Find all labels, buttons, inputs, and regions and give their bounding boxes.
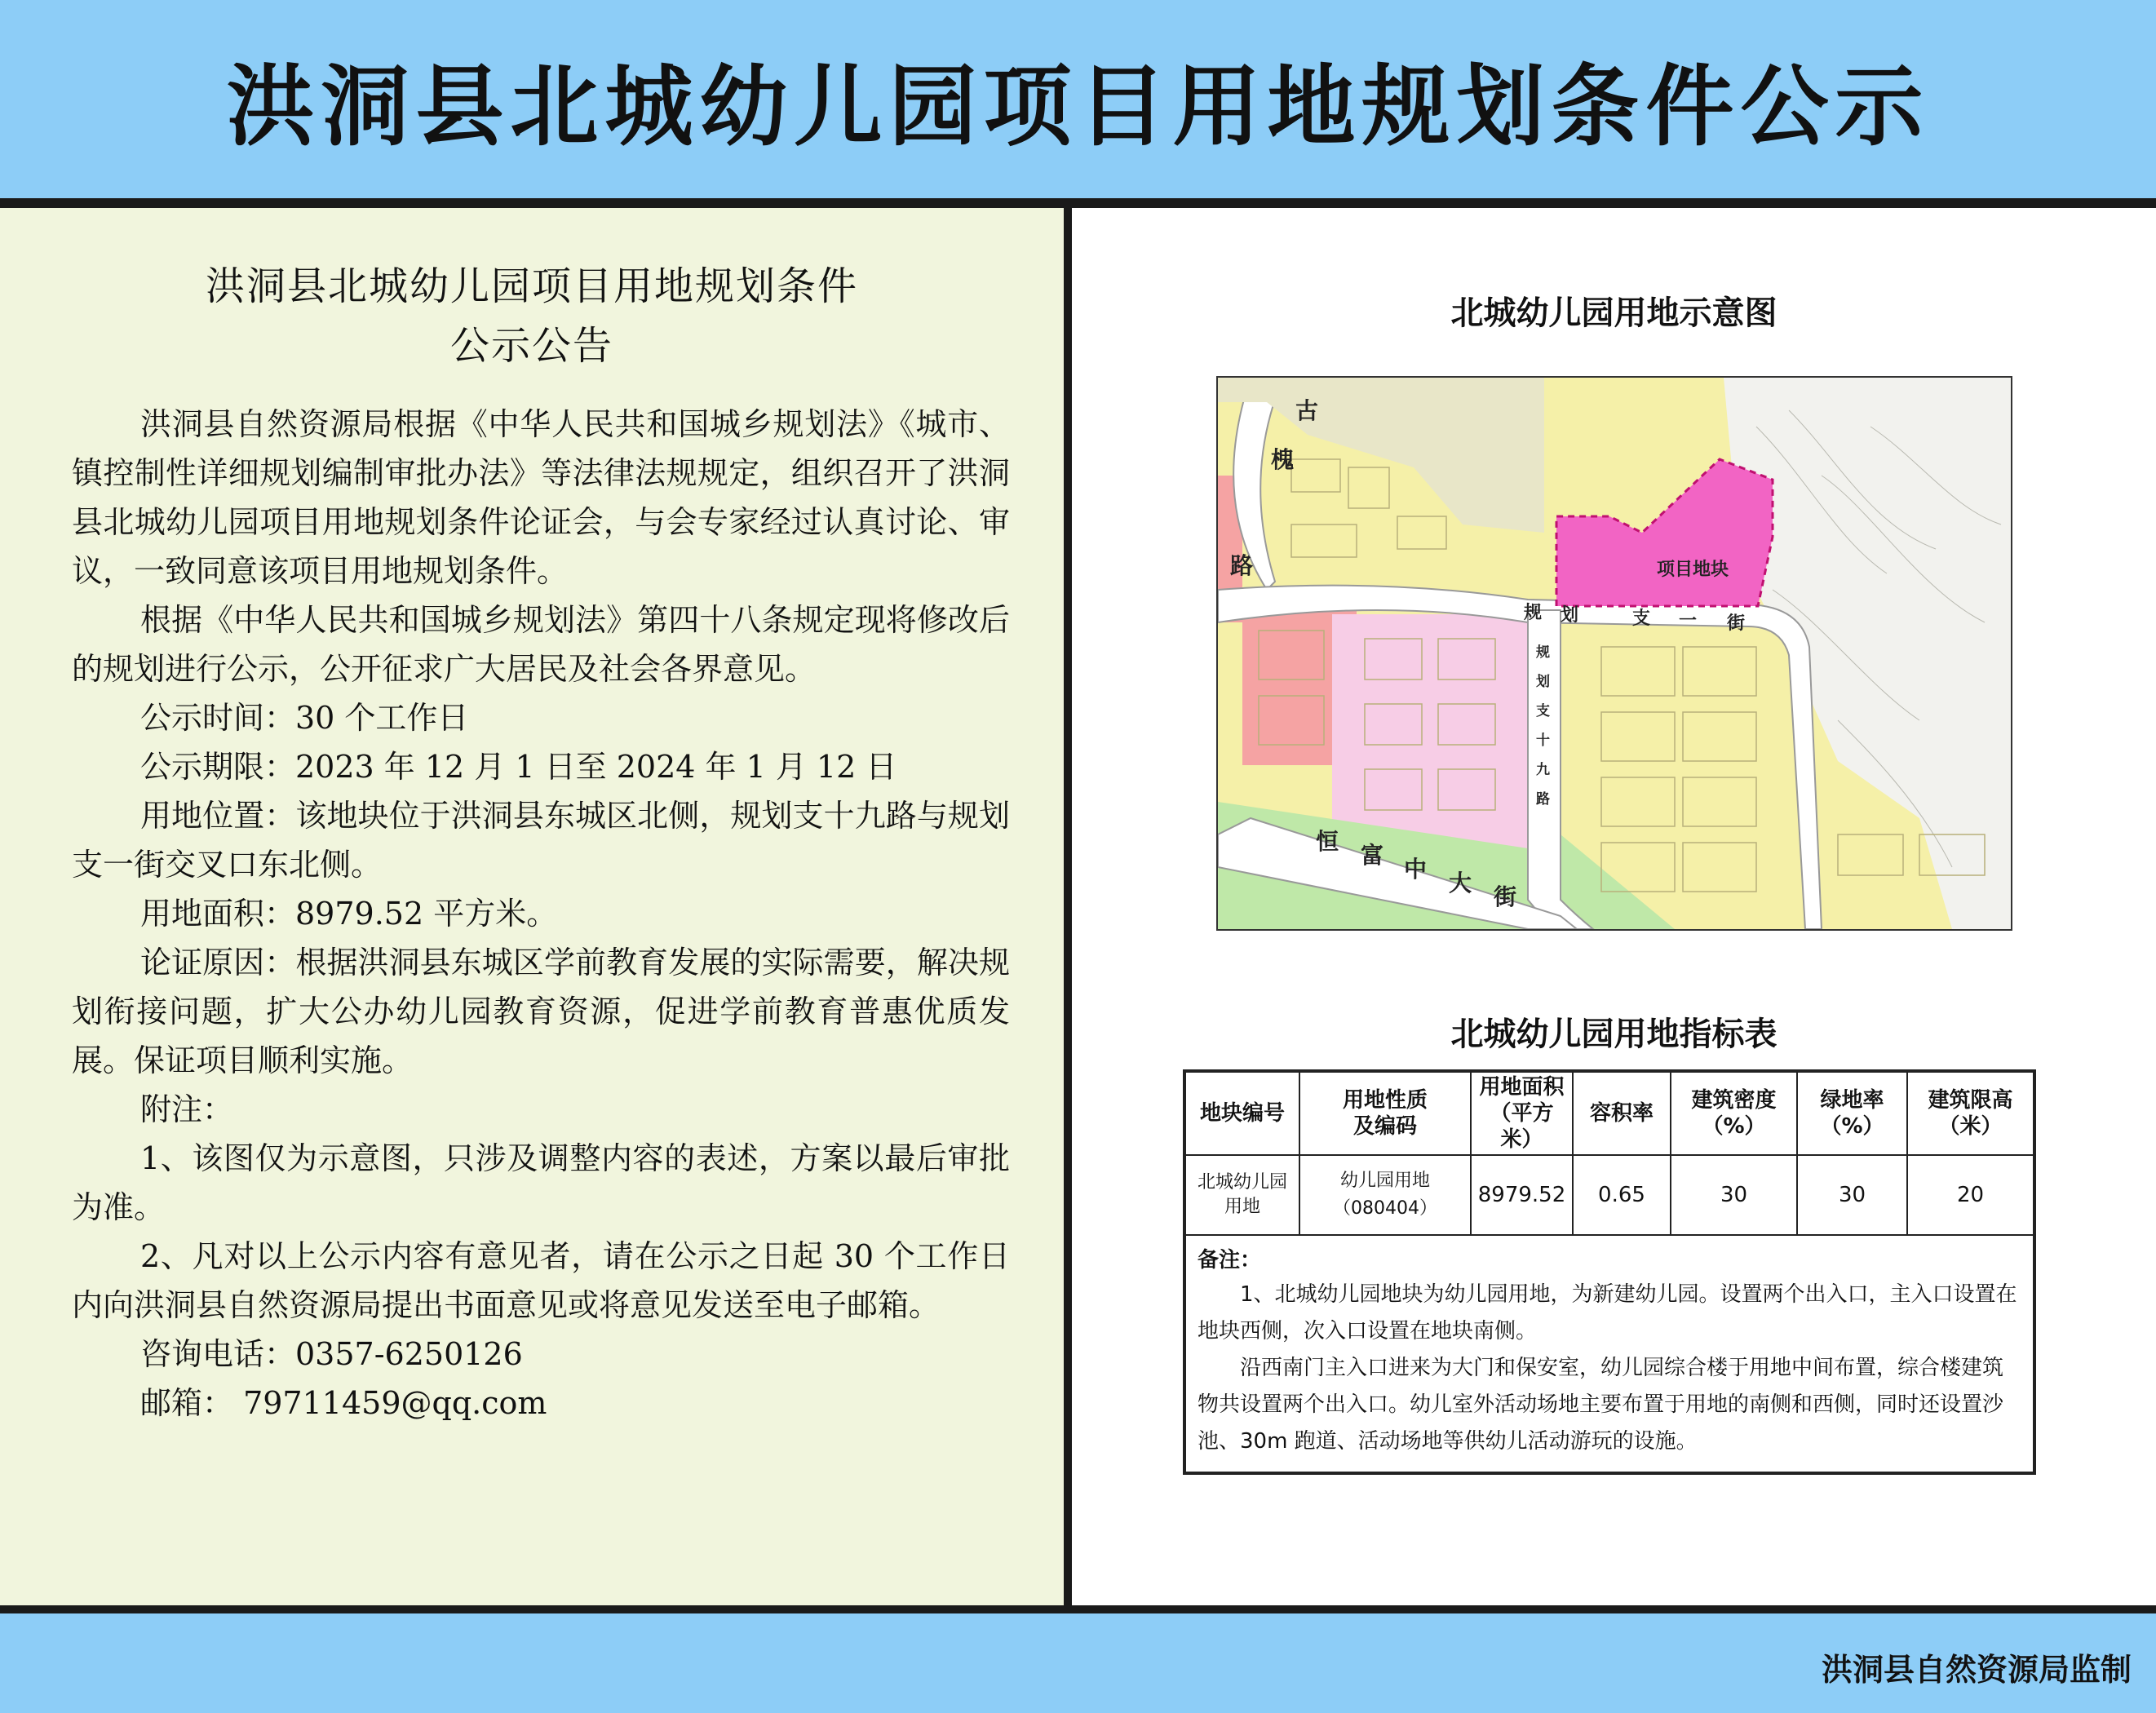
table-cell: 30 bbox=[1797, 1155, 1907, 1235]
road-label: 支 bbox=[1536, 703, 1550, 719]
road-label: 十 bbox=[1536, 733, 1550, 749]
table-header: 容积率 bbox=[1573, 1071, 1671, 1155]
notice-paragraph: 1、该图仅为示意图，只涉及调整内容的表述，方案以最后审批为准。 bbox=[72, 1140, 1010, 1225]
table-header: 地块编号 bbox=[1184, 1071, 1299, 1155]
road-label: 支 bbox=[1632, 609, 1651, 629]
notice-paragraph: 洪洞县自然资源局根据《中华人民共和国城乡规划法》《城市、镇控制性详细规划编制审批办法》等法律法规规定，组织召开了洪洞县北城幼儿园项目用地规划条件论证会，与会专家经过认真讨论、审议，一致同意该项目用地规划条件。 bbox=[72, 406, 1010, 589]
page-title: 洪洞县北城幼儿园项目用地规划条件公示 bbox=[226, 56, 1930, 158]
notice-paragraph: 用地面积：8979.52 平方米。 bbox=[140, 896, 558, 932]
table-header: 用地面积 （平方米） bbox=[1471, 1071, 1573, 1155]
road-label: 路 bbox=[1230, 552, 1254, 579]
parcel-label: 项目地块 bbox=[1657, 560, 1729, 580]
map-title: 北城幼儿园用地示意图 bbox=[1450, 294, 1777, 332]
table-remark-row bbox=[1184, 1235, 2034, 1473]
table-cell: 30 bbox=[1671, 1155, 1797, 1235]
remark-paragraph: 沿西南门主入口进来为大门和保安室，幼儿园综合楼于用地中间布置，综合楼建筑物共设置两个出入口。幼儿室外活动场地主要布置于用地的南侧和西侧，同时还设置沙池、30m 跑道、活动场地等供幼儿活动游玩的设施。 bbox=[1198, 1356, 2004, 1454]
footer-signature: 洪洞县自然资源局监制 bbox=[1821, 1652, 2132, 1688]
notice-paragraph: 公示时间：30 个工作日 bbox=[140, 700, 469, 736]
notice-paragraph: 附注： bbox=[140, 1091, 234, 1127]
notice-paragraph: 用地位置：该地块位于洪洞县东城区北侧，规划支十九路与规划支一街交叉口东北侧。 bbox=[72, 798, 1010, 883]
notice-paragraph: 公示期限：2023 年 12 月 1 日至 2024 年 1 月 12 日 bbox=[140, 749, 897, 785]
table-header: 建筑密度 （%） bbox=[1671, 1071, 1797, 1155]
notice-body bbox=[72, 400, 1010, 1428]
road-label: 槐 bbox=[1271, 446, 1295, 473]
road-label: 规 bbox=[1536, 644, 1550, 661]
road-label: 九 bbox=[1536, 762, 1550, 778]
table-header-row bbox=[1184, 1071, 2034, 1155]
notice-paragraph: 咨询电话：0357-6250126 bbox=[140, 1336, 523, 1372]
road-label: 划 bbox=[1536, 674, 1550, 690]
table-row bbox=[1184, 1155, 2034, 1235]
notice-paragraph: 2、凡对以上公示内容有意见者，请在公示之日起 30 个工作日内向洪洞县自然资源局提出书面意见或将意见发送至电子邮箱。 bbox=[72, 1238, 1010, 1323]
table-cell: 北城幼儿园 用地 bbox=[1184, 1155, 1299, 1235]
road-label: 古 bbox=[1295, 397, 1319, 424]
road-label: 恒 bbox=[1316, 828, 1339, 855]
table-cell: 幼儿园用地 （080404） bbox=[1299, 1155, 1471, 1235]
road-label: 一 bbox=[1679, 611, 1698, 631]
notice-title-line1: 洪洞县北城幼儿园项目用地规划条件 bbox=[205, 263, 858, 309]
road-label: 路 bbox=[1536, 791, 1550, 808]
remark-label: 备注： bbox=[1198, 1248, 1262, 1273]
table-cell: 0.65 bbox=[1573, 1155, 1671, 1235]
notice-paragraph: 邮箱： 79711459@qq.com bbox=[140, 1385, 547, 1421]
table-cell: 8979.52 bbox=[1471, 1155, 1573, 1235]
table-title: 北城幼儿园用地指标表 bbox=[1450, 1016, 1777, 1053]
header-banner bbox=[0, 0, 2156, 198]
table-cell: 20 bbox=[1907, 1155, 2034, 1235]
remark-cell bbox=[1184, 1235, 2034, 1473]
road-label: 规 bbox=[1524, 603, 1543, 623]
table-header: 建筑限高 （米） bbox=[1907, 1071, 2034, 1155]
site-map bbox=[1216, 376, 2012, 931]
table-header: 用地性质 及编码 bbox=[1299, 1071, 1471, 1155]
notice-title-line2: 公示公告 bbox=[449, 323, 613, 369]
indicator-table bbox=[1183, 1069, 2036, 1475]
table-header: 绿地率 （%） bbox=[1797, 1071, 1907, 1155]
road-label: 街 bbox=[1494, 883, 1517, 910]
road-label: 中 bbox=[1404, 856, 1428, 883]
site-map-drawing bbox=[1218, 378, 2011, 929]
road-label: 街 bbox=[1727, 613, 1746, 634]
road-label: 富 bbox=[1361, 842, 1384, 869]
footer-banner bbox=[0, 1613, 2156, 1713]
remark-paragraph: 1、北城幼儿园地块为幼儿园用地，为新建幼儿园。设置两个出入口，主入口设置在地块西侧，次入口设置在地块南侧。 bbox=[1198, 1282, 2017, 1343]
road-label: 划 bbox=[1561, 605, 1579, 626]
notice-paragraph: 根据《中华人民共和国城乡规划法》第四十八条规定现将修改后的规划进行公示，公开征求广大居民及社会各界意见。 bbox=[72, 602, 1010, 687]
road-label: 大 bbox=[1449, 870, 1472, 896]
notice-paragraph: 论证原因：根据洪洞县东城区学前教育发展的实际需要，解决规划衔接问题，扩大公办幼儿园教育资源，促进学前教育普惠优质发展。保证项目顺利实施。 bbox=[72, 945, 1010, 1078]
